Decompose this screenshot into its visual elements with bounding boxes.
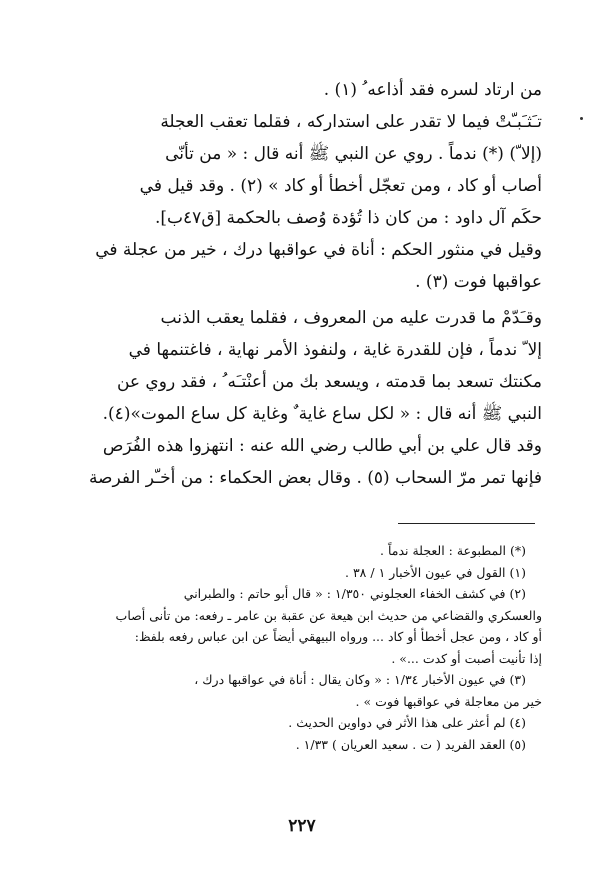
footnote-line: والعسكري والقضاعي من حديث ابن هيعة عن عقبة بن عامر ـ رفعه: من تأنى أصاب <box>115 607 542 623</box>
body-line: (إلا ّ) (*) ندماً . روي عن النبي ﷺ أنه قال : « من تأنّى <box>165 144 542 164</box>
body-line: مكنتك تسعد بما قدمته ، ويسعد بك من أعنْتـَه ُ ، فقد روي عن <box>116 372 542 392</box>
footnote-line: (٣) في عيون الأخبار ١/٣٤ : « وكان يقال : أناة في عواقبها درك ، <box>194 672 526 687</box>
main-text <box>64 74 542 494</box>
body-line: النبي ﷺ أنه قال : « لكل ساع غاية ٌ وغاية كل ساع الموت»(٤). <box>102 404 542 424</box>
body-line: أصاب أو كاد ، ومن تعجّل أخطأ أو كاد » (٢) . وقد قيل في <box>139 176 542 196</box>
body-line: وقد قال علي بن أبي طالب رضي الله عنه : انتهزوا هذه الفُرَص <box>102 436 542 456</box>
footnotes <box>64 540 542 755</box>
footnote-line: إذا تأنيت أصبت أو كدت ...» . <box>391 650 542 666</box>
footnote-line: (٢) في كشف الخفاء العجلوني ١/٣٥٠ : « قال أبو حاتم : والطبراني <box>183 586 526 601</box>
margin-dot <box>580 117 583 120</box>
footnote-separator <box>398 523 535 524</box>
footnote-line: (*) المطبوعة : العجلة ندماً . <box>380 543 526 558</box>
body-line: تـَثـَبـّتْ فيما لا تقدر على استداركه ، فقلما تعقب العجلة <box>160 112 542 132</box>
footnote-line: (١) القول في عيون الأخبار ١ / ٣٨ . <box>345 564 526 580</box>
footnote-line: أو كاد ، ومن عجل أخطأ أو كاد ... ورواه البيهقي أيضاً عن ابن عباس رفعه بلفظ: <box>134 629 542 644</box>
body-line: وقيل في منثور الحكم : أناة في عواقبها درك ، خير من عجلة في <box>95 240 542 260</box>
body-line: فإنها تمر مرّ السحاب (٥) . وقال بعض الحكماء : من أخـّر الفرصة <box>88 468 542 488</box>
body-line: عواقبها فوت (٣) . <box>415 272 542 292</box>
body-line: من ارتاد لسره فقد أذاعه ُ (١) . <box>323 80 542 100</box>
body-line: حكَم آل داود : من كان ذا تُؤدة وُصف بالحكمة [ق٤٧ب]. <box>155 208 542 228</box>
footnote-line: (٥) العقد الفريد ( ت . سعيد العريان ) ١/٣٣ . <box>295 736 526 752</box>
body-line: إلا ّ ندماً ، فإن للقدرة غاية ، ولنفوذ الأمر نهاية ، فاغتنمها في <box>128 340 542 360</box>
page-number: ٢٢٧ <box>288 816 316 836</box>
body-line: وقـَدّمْ ما قدرت عليه من المعروف ، فقلما يعقب الذنب <box>160 308 542 328</box>
footnote-line: (٤) لم أعثر على هذا الأثر في دواوين الحديث . <box>288 715 526 730</box>
footnote-line: خير من معاجلة في عواقبها فوت » . <box>355 693 542 709</box>
